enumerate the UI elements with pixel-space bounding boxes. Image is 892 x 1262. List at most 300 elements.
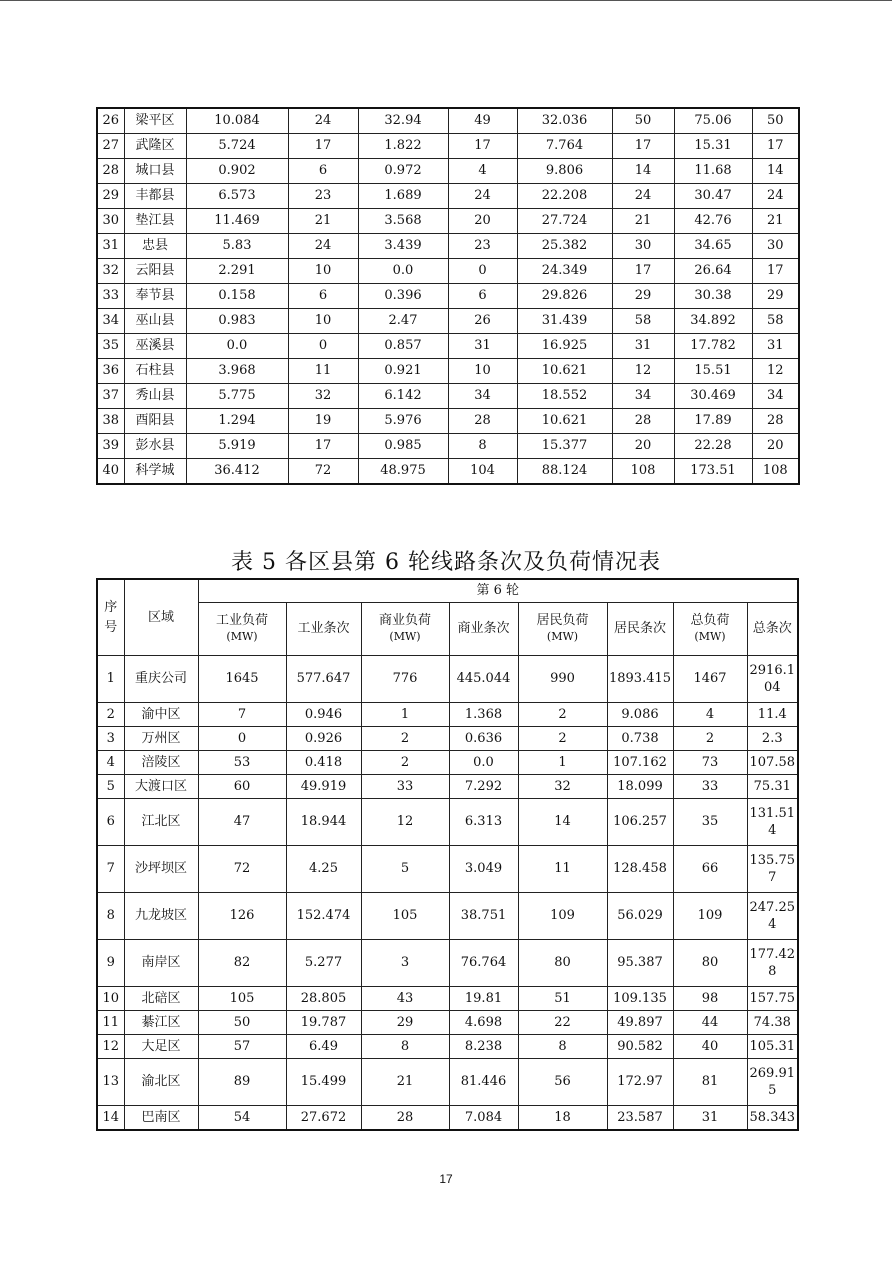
table-cell: 1.822 [358,134,448,159]
table-cell: 0.0 [358,259,448,284]
table-cell: 0.983 [186,309,288,334]
table-cell: 4 [448,159,517,184]
header-commercial-count: 商业条次 [449,603,518,656]
table-cell: 12 [361,799,449,846]
table-cell: 24 [612,184,674,209]
table-cell: 104 [448,459,517,485]
table-cell: 万州区 [124,727,198,751]
table-cell: 30.38 [674,284,752,309]
table-cell: 80 [673,940,747,987]
table-cell: 14 [518,799,607,846]
table-cell: 1893.415 [607,656,673,703]
table-row [97,751,798,775]
table-cell: 30 [752,234,799,259]
table-row [97,259,799,284]
table-cell: 31 [752,334,799,359]
table-cell: 渝北区 [124,1059,198,1106]
table-cell: 1 [518,751,607,775]
table-row [97,1035,798,1059]
table-cell: 75.06 [674,108,752,134]
table-row [97,775,798,799]
table-cell: 11 [97,1011,124,1035]
table-cell: 34 [97,309,124,334]
table-cell: 17 [752,259,799,284]
table-cell: 58 [752,309,799,334]
table-cell: 82 [198,940,286,987]
table-cell: 17 [288,134,358,159]
table-cell: 35 [673,799,747,846]
table-row [97,234,799,259]
table-cell: 81 [673,1059,747,1106]
table-cell: 0 [198,727,286,751]
table-cell: 33 [361,775,449,799]
table-cell: 梁平区 [124,108,186,134]
table-cell: 98 [673,987,747,1011]
table-cell: 31 [97,234,124,259]
table-cell: 3 [361,940,449,987]
table-cell: 30.47 [674,184,752,209]
header-round-group: 第 6 轮 [198,579,798,603]
table-cell: 大足区 [124,1035,198,1059]
table-cell: 109 [673,893,747,940]
table-cell: 5 [361,846,449,893]
table-cell: 17.782 [674,334,752,359]
table-cell: 22.28 [674,434,752,459]
table-cell: 35 [97,334,124,359]
table-cell: 22.208 [517,184,612,209]
table-cell: 8 [518,1035,607,1059]
table-cell: 108 [752,459,799,485]
table-cell: 36.412 [186,459,288,485]
table-cell: 5.919 [186,434,288,459]
table-cell: 8.238 [449,1035,518,1059]
table-row [97,184,799,209]
table-cell: 49.919 [286,775,361,799]
table-cell: 18.099 [607,775,673,799]
table-cell: 31.439 [517,309,612,334]
table-cell: 50 [612,108,674,134]
table-cell: 56.029 [607,893,673,940]
table-cell: 2 [361,727,449,751]
table-cell: 38 [97,409,124,434]
table-cell: 38.751 [449,893,518,940]
table-cell: 重庆公司 [124,656,198,703]
table-cell: 15.377 [517,434,612,459]
table-cell: 109.135 [607,987,673,1011]
table-cell: 0.0 [186,334,288,359]
table-cell: 50 [198,1011,286,1035]
table-cell: 巫溪县 [124,334,186,359]
table-cell: 54 [198,1106,286,1131]
table-cell: 2 [97,703,124,727]
table-cell: 15.499 [286,1059,361,1106]
table-cell: 44 [673,1011,747,1035]
table-cell: 7.764 [517,134,612,159]
table-cell: 8 [361,1035,449,1059]
table-cell: 5.83 [186,234,288,259]
table-cell: 105 [361,893,449,940]
table-cell: 31 [612,334,674,359]
table-row [97,359,799,384]
table-row [97,209,799,234]
table-row [97,940,798,987]
table-cell: 39 [97,434,124,459]
table-cell: 18.944 [286,799,361,846]
table-cell: 11 [518,846,607,893]
table-cell: 20 [752,434,799,459]
table-cell: 11.469 [186,209,288,234]
table-cell: 2.3 [747,727,798,751]
table-cell: 6 [288,159,358,184]
table-cell: 34.65 [674,234,752,259]
table-cell: 石柱县 [124,359,186,384]
table-cell: 23 [288,184,358,209]
table-cell: 2.47 [358,309,448,334]
table-cell: 南岸区 [124,940,198,987]
table-cell: 10 [448,359,517,384]
table-cell: 丰都县 [124,184,186,209]
table-cell: 34 [448,384,517,409]
table-cell: 2 [518,703,607,727]
table-cell: 76.764 [449,940,518,987]
table-cell: 51 [518,987,607,1011]
table-cell: 0.738 [607,727,673,751]
table-cell: 47 [198,799,286,846]
table-cell: 2 [673,727,747,751]
table-cell: 32 [97,259,124,284]
table-cell: 綦江区 [124,1011,198,1035]
table-cell: 40 [673,1035,747,1059]
table-cell: 忠县 [124,234,186,259]
table-cell: 1645 [198,656,286,703]
table-cell: 渝中区 [124,703,198,727]
table-cell: 34.892 [674,309,752,334]
table-cell: 21 [752,209,799,234]
table-cell: 6 [448,284,517,309]
table-cell: 75.31 [747,775,798,799]
table-cell: 32 [518,775,607,799]
table-cell: 大渡口区 [124,775,198,799]
table-row [97,309,799,334]
table-cell: 5.976 [358,409,448,434]
table-cell: 126 [198,893,286,940]
table-cell: 0.158 [186,284,288,309]
table-cell: 2.291 [186,259,288,284]
table-cell: 12 [752,359,799,384]
table-cell: 80 [518,940,607,987]
table-cell: 177.428 [747,940,798,987]
table-cell: 9 [97,940,124,987]
table-row [97,799,798,846]
table-cell: 32.94 [358,108,448,134]
table-cell: 27 [97,134,124,159]
table-cell: 29 [361,1011,449,1035]
table-cell: 0.857 [358,334,448,359]
table-cell: 22 [518,1011,607,1035]
table-row [97,134,799,159]
table-cell: 1.294 [186,409,288,434]
table-cell: 105 [198,987,286,1011]
table-cell: 128.458 [607,846,673,893]
table-cell: 36 [97,359,124,384]
table-cell: 49 [448,108,517,134]
table-cell: 24 [752,184,799,209]
table-cell: 涪陵区 [124,751,198,775]
table-cell: 0 [448,259,517,284]
table-cell: 107.58 [747,751,798,775]
table-cell: 50 [752,108,799,134]
table-row [97,459,799,485]
table-cell: 7.292 [449,775,518,799]
table-cell: 4 [673,703,747,727]
table-cell: 74.38 [747,1011,798,1035]
table-cell: 26 [97,108,124,134]
table-cell: 28 [448,409,517,434]
table-cell: 37 [97,384,124,409]
table-cell: 7 [198,703,286,727]
table-cell: 巴南区 [124,1106,198,1131]
table-row [97,1106,798,1131]
table-cell: 17 [448,134,517,159]
table-cell: 157.75 [747,987,798,1011]
table-cell: 95.387 [607,940,673,987]
header-seq: 序号 [97,579,124,656]
table-cell: 21 [361,1059,449,1106]
table-cell: 沙坪坝区 [124,846,198,893]
table-cell: 13 [97,1059,124,1106]
table-cell: 3.439 [358,234,448,259]
page-top-border [0,0,892,1]
table-cell: 0.396 [358,284,448,309]
table-cell: 4.698 [449,1011,518,1035]
table-cell: 15.31 [674,134,752,159]
table-cell: 0.636 [449,727,518,751]
table-cell: 247.254 [747,893,798,940]
table-cell: 酉阳县 [124,409,186,434]
table-cell: 0.985 [358,434,448,459]
table-row [97,409,799,434]
header-commercial-load: 商业负荷 (MW) [361,603,449,656]
table-cell: 0.946 [286,703,361,727]
table-row [97,893,798,940]
table-cell: 131.514 [747,799,798,846]
table-cell: 0.972 [358,159,448,184]
table-cell: 32.036 [517,108,612,134]
table-cell: 24.349 [517,259,612,284]
table-cell: 8 [448,434,517,459]
header-total-load: 总负荷 (MW) [673,603,747,656]
table-cell: 6.142 [358,384,448,409]
table-cell: 29 [612,284,674,309]
table-cell: 23.587 [607,1106,673,1131]
table-cell: 135.757 [747,846,798,893]
table-cell: 172.97 [607,1059,673,1106]
table-row [97,656,798,703]
table-cell: 10 [288,309,358,334]
table-cell: 16.925 [517,334,612,359]
table-cell: 10 [97,987,124,1011]
table-cell: 0.0 [449,751,518,775]
table-cell: 6 [97,799,124,846]
table-cell: 31 [448,334,517,359]
table-cell: 28.805 [286,987,361,1011]
table-cell: 2 [518,727,607,751]
header-industrial-load: 工业负荷 (MW) [198,603,286,656]
table-cell: 0.902 [186,159,288,184]
table-cell: 7.084 [449,1106,518,1131]
table-row [97,1011,798,1035]
table-cell: 14 [612,159,674,184]
table-row [97,987,798,1011]
table-row [97,384,799,409]
table-cell: 奉节县 [124,284,186,309]
table-cell: 19.81 [449,987,518,1011]
table-cell: 34 [612,384,674,409]
table-cell: 15.51 [674,359,752,384]
table-cell: 6.49 [286,1035,361,1059]
table-cell: 12 [612,359,674,384]
header-residential-count: 居民条次 [607,603,673,656]
table-cell: 2 [361,751,449,775]
header-industrial-count: 工业条次 [286,603,361,656]
table-cell: 107.162 [607,751,673,775]
table-cell: 18.552 [517,384,612,409]
continued-table-body [97,108,799,484]
table-cell: 53 [198,751,286,775]
page-number: 17 [439,1172,453,1186]
table-cell: 27.672 [286,1106,361,1131]
table-cell: 30.469 [674,384,752,409]
table-cell: 34 [752,384,799,409]
table-cell: 56 [518,1059,607,1106]
table-cell: 28 [97,159,124,184]
table-cell: 0 [288,334,358,359]
table-cell: 445.044 [449,656,518,703]
table-cell: 30 [97,209,124,234]
table-cell: 49.897 [607,1011,673,1035]
table-cell: 0.926 [286,727,361,751]
table-cell: 10.084 [186,108,288,134]
table-cell: 58 [612,309,674,334]
table-cell: 72 [198,846,286,893]
table-cell: 24 [288,108,358,134]
header-total-count: 总条次 [747,603,798,656]
table-cell: 19.787 [286,1011,361,1035]
table-cell: 10 [288,259,358,284]
table-cell: 21 [612,209,674,234]
table-cell: 29 [97,184,124,209]
table-cell: 4 [97,751,124,775]
table-cell: 152.474 [286,893,361,940]
table-cell: 5.277 [286,940,361,987]
table-cell: 90.582 [607,1035,673,1059]
table-cell: 26 [448,309,517,334]
table-5-body [97,656,798,1131]
table-cell: 20 [448,209,517,234]
table-cell: 28 [361,1106,449,1131]
table-5 [96,578,799,1131]
table-cell: 26.64 [674,259,752,284]
table-cell: 72 [288,459,358,485]
table-row [97,727,798,751]
table-row [97,434,799,459]
table-cell: 7 [97,846,124,893]
table-cell: 1.368 [449,703,518,727]
table-cell: 57 [198,1035,286,1059]
table-cell: 1 [361,703,449,727]
table-cell: 城口县 [124,159,186,184]
table-cell: 12 [97,1035,124,1059]
table-cell: 30 [612,234,674,259]
table-cell: 秀山县 [124,384,186,409]
table-row [97,159,799,184]
table-cell: 108 [612,459,674,485]
table-row [97,1059,798,1106]
table-cell: 105.31 [747,1035,798,1059]
table-cell: 60 [198,775,286,799]
table-row [97,846,798,893]
table-cell: 11 [288,359,358,384]
table-cell: 990 [518,656,607,703]
table-cell: 81.446 [449,1059,518,1106]
table-cell: 73 [673,751,747,775]
table-cell: 1 [97,656,124,703]
table-caption: 表 5 各区县第 6 轮线路条次及负荷情况表 [231,550,661,575]
table-cell: 11.4 [747,703,798,727]
table-cell: 43 [361,987,449,1011]
table-cell: 6.313 [449,799,518,846]
table-cell: 18 [518,1106,607,1131]
table-cell: 11.68 [674,159,752,184]
table-cell: 28 [612,409,674,434]
table-cell: 0.921 [358,359,448,384]
table-cell: 10.621 [517,359,612,384]
table-cell: 6.573 [186,184,288,209]
table-cell: 巫山县 [124,309,186,334]
table-cell: 88.124 [517,459,612,485]
table-cell: 垫江县 [124,209,186,234]
table-cell: 14 [752,159,799,184]
table-cell: 19 [288,409,358,434]
table-cell: 彭水县 [124,434,186,459]
table-row [97,334,799,359]
table-row [97,703,798,727]
table-cell: 科学城 [124,459,186,485]
table-row [97,108,799,134]
table-cell: 6 [288,284,358,309]
table-cell: 28 [752,409,799,434]
table-cell: 4.25 [286,846,361,893]
table-cell: 24 [288,234,358,259]
table-cell: 10.621 [517,409,612,434]
table-cell: 106.257 [607,799,673,846]
table-cell: 江北区 [124,799,198,846]
table-cell: 42.76 [674,209,752,234]
table-cell: 24 [448,184,517,209]
table-cell: 0.418 [286,751,361,775]
table-cell: 776 [361,656,449,703]
table-cell: 5.724 [186,134,288,159]
table-cell: 3 [97,727,124,751]
table-cell: 40 [97,459,124,485]
table-cell: 33 [97,284,124,309]
table-cell: 17 [752,134,799,159]
table-cell: 3.968 [186,359,288,384]
table-cell: 云阳县 [124,259,186,284]
table-cell: 29.826 [517,284,612,309]
continued-table [96,107,800,485]
table-cell: 5.775 [186,384,288,409]
